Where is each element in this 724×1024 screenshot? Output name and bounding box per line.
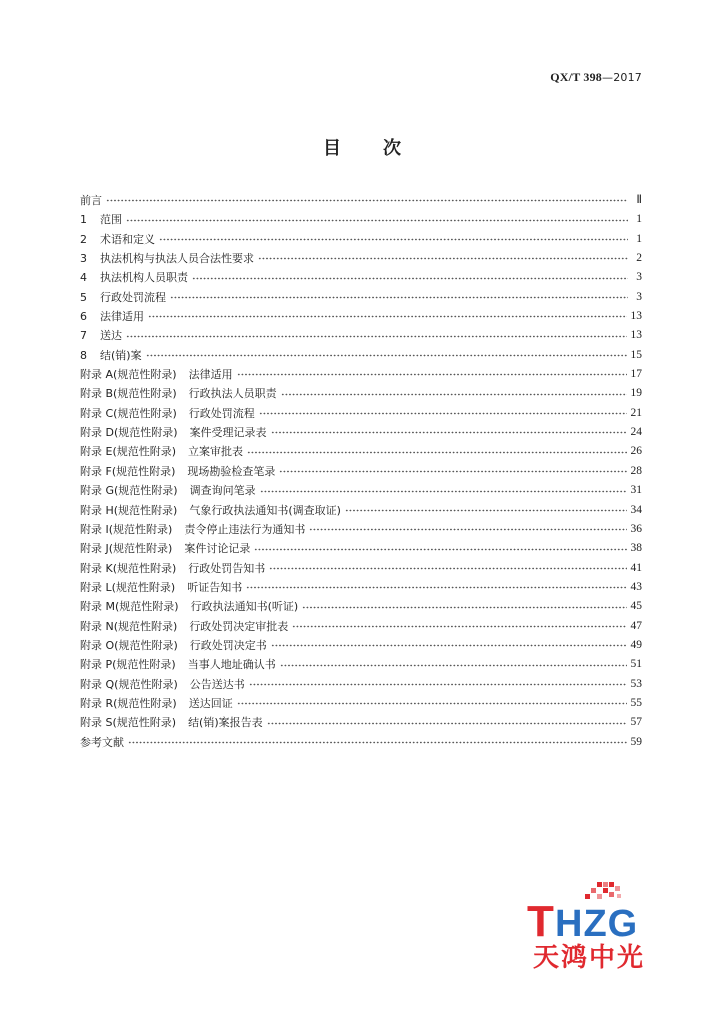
toc-entry-title: 法律适用 xyxy=(188,368,233,382)
toc-dot-leader xyxy=(309,526,626,533)
toc-row xyxy=(80,423,642,442)
toc-entry-title: 范围 xyxy=(100,213,122,227)
toc-appendix-designation: 附录 M(规范性附录) xyxy=(80,600,179,614)
toc-appendix-designation: 附录 N(规范性附录) xyxy=(80,619,178,633)
toc-row xyxy=(80,694,642,713)
toc-dot-leader xyxy=(279,468,626,475)
toc-row xyxy=(80,442,642,461)
toc-entry-title: 执法机构与执法人员合法性要求 xyxy=(100,252,254,266)
toc-dot-leader xyxy=(126,333,627,340)
toc-entry-label xyxy=(80,481,256,500)
toc-entry-title: 法律适用 xyxy=(100,310,144,324)
toc-dot-leader xyxy=(146,352,627,359)
toc-page-number: 47 xyxy=(630,619,642,632)
toc-page-number: 51 xyxy=(630,658,642,671)
toc-dot-leader xyxy=(302,604,626,611)
toc-entry-label xyxy=(80,597,298,616)
toc-dot-leader xyxy=(271,642,627,649)
toc-entry-label xyxy=(80,636,267,655)
toc-row xyxy=(80,268,642,287)
toc-page-number: 1 xyxy=(636,232,642,245)
toc-entry-title: 结(销)案 xyxy=(100,348,142,362)
toc-dot-leader xyxy=(247,449,626,456)
toc-section-number: 4 xyxy=(80,271,87,285)
toc-row xyxy=(80,617,642,636)
toc-entry-label xyxy=(80,559,265,578)
toc-page-number: 24 xyxy=(630,426,642,439)
toc-entry-title: 行政处罚决定审批表 xyxy=(189,619,289,633)
toc-entry-title: 现场勘验检查笔录 xyxy=(187,464,276,478)
toc-row xyxy=(80,191,642,210)
toc-appendix-designation: 附录 I(规范性附录) xyxy=(80,522,173,536)
toc-dot-leader xyxy=(106,197,628,204)
toc-entry-label xyxy=(80,578,242,597)
toc-row xyxy=(80,288,642,307)
toc-dot-leader xyxy=(249,681,627,688)
toc-row xyxy=(80,655,642,674)
toc-dot-leader xyxy=(237,371,627,378)
toc-entry-title: 执法机构人员职责 xyxy=(100,271,188,285)
toc-page-number: 41 xyxy=(630,561,642,574)
toc-appendix-designation: 附录 A(规范性附录) xyxy=(80,368,177,382)
toc-entry-label xyxy=(80,423,267,442)
toc-page-number: 34 xyxy=(630,503,642,516)
toc-dot-leader xyxy=(128,739,627,746)
toc-page-number: 55 xyxy=(630,696,642,709)
toc-entry-title: 术语和定义 xyxy=(100,232,155,246)
toc-row xyxy=(80,501,642,520)
toc-entry-label xyxy=(80,346,142,365)
toc-entry-label xyxy=(80,365,233,384)
toc-appendix-designation: 附录 Q(规范性附录) xyxy=(80,677,178,691)
table-of-contents xyxy=(80,191,642,752)
page-title xyxy=(0,134,724,160)
toc-row xyxy=(80,578,642,597)
toc-appendix-designation: 附录 F(规范性附录) xyxy=(80,464,176,478)
toc-page-number: 13 xyxy=(630,310,642,323)
toc-entry-label xyxy=(80,462,275,481)
toc-entry-label xyxy=(80,288,166,307)
logo-hzg: HZG xyxy=(555,903,639,945)
toc-entry-label xyxy=(80,307,144,326)
toc-entry-title: 结(销)案报告表 xyxy=(188,716,263,730)
toc-entry-title: 当事人地址确认书 xyxy=(187,658,276,672)
toc-page-number: 15 xyxy=(630,348,642,361)
toc-page-number: 3 xyxy=(636,290,642,303)
toc-row xyxy=(80,597,642,616)
toc-entry-label xyxy=(80,230,155,249)
toc-appendix-designation: 附录 G(规范性附录) xyxy=(80,484,178,498)
toc-entry-title: 立案审批表 xyxy=(188,445,244,459)
toc-row xyxy=(80,636,642,655)
toc-entry-title: 公告送达书 xyxy=(189,677,245,691)
toc-entry-title: 行政执法人员职责 xyxy=(188,387,277,401)
toc-appendix-designation: 附录 H(规范性附录) xyxy=(80,503,178,517)
thzg-watermark-logo xyxy=(527,880,672,970)
toc-page-number: 57 xyxy=(630,716,642,729)
toc-section-number: 8 xyxy=(80,348,87,362)
toc-row xyxy=(80,539,642,558)
toc-page-number: 17 xyxy=(630,368,642,381)
toc-entry-title: 行政处罚决定书 xyxy=(189,638,267,652)
toc-row xyxy=(80,713,642,732)
toc-section-number: 7 xyxy=(80,329,87,343)
toc-entry-label xyxy=(80,384,277,403)
standard-year: —2017 xyxy=(602,71,642,84)
toc-page-number: 49 xyxy=(630,638,642,651)
toc-row xyxy=(80,520,642,539)
toc-appendix-designation: 附录 L(规范性附录) xyxy=(80,580,176,594)
toc-appendix-designation: 附录 S(规范性附录) xyxy=(80,716,177,730)
title-char-1: 目 xyxy=(323,138,341,159)
toc-section-number: 5 xyxy=(80,290,87,304)
toc-entry-label xyxy=(80,442,243,461)
toc-dot-leader xyxy=(260,488,627,495)
toc-page-number: 43 xyxy=(630,580,642,593)
toc-row xyxy=(80,559,642,578)
toc-entry-title: 听证告知书 xyxy=(187,580,243,594)
toc-page-number: 28 xyxy=(630,464,642,477)
toc-appendix-designation: 附录 D(规范性附录) xyxy=(80,426,178,440)
toc-section-number: 6 xyxy=(80,310,87,324)
toc-page-number: 2 xyxy=(636,252,642,265)
title-char-2: 次 xyxy=(383,138,401,159)
toc-dot-leader xyxy=(237,700,627,707)
toc-appendix-designation: 附录 J(规范性附录) xyxy=(80,542,173,556)
toc-dot-leader xyxy=(170,294,628,301)
toc-entry-label xyxy=(80,326,122,345)
toc-entry-title: 行政处罚流程 xyxy=(100,290,166,304)
toc-entry-title: 行政执法通知书(听证) xyxy=(190,600,299,614)
toc-dot-leader xyxy=(258,255,628,262)
standard-number: QX/T 398 xyxy=(550,70,602,84)
toc-dot-leader xyxy=(148,313,627,320)
toc-page-number: 26 xyxy=(630,445,642,458)
toc-entry-label xyxy=(80,539,250,558)
toc-entry-label xyxy=(80,675,245,694)
toc-dot-leader xyxy=(280,662,627,669)
toc-page-number: 1 xyxy=(636,213,642,226)
toc-entry-label xyxy=(80,191,102,210)
toc-entry-title: 送达 xyxy=(100,329,122,343)
toc-entry-label xyxy=(80,501,341,520)
toc-page-number: 38 xyxy=(630,542,642,555)
toc-dot-leader xyxy=(267,720,627,727)
toc-row xyxy=(80,481,642,500)
toc-entry-title: 参考文献 xyxy=(80,735,124,749)
toc-entry-title: 气象行政执法通知书(调查取证) xyxy=(189,503,341,517)
toc-dot-leader xyxy=(281,391,627,398)
toc-row xyxy=(80,365,642,384)
toc-entry-title: 行政处罚告知书 xyxy=(188,561,266,575)
toc-entry-label xyxy=(80,617,288,636)
toc-row xyxy=(80,249,642,268)
toc-page-number: 19 xyxy=(630,387,642,400)
toc-entry-title: 行政处罚流程 xyxy=(188,406,255,420)
toc-dot-leader xyxy=(246,584,626,591)
toc-row xyxy=(80,462,642,481)
toc-dot-leader xyxy=(259,410,627,417)
toc-page-number: Ⅱ xyxy=(636,194,642,206)
toc-dot-leader xyxy=(254,546,626,553)
toc-entry-label xyxy=(80,404,255,423)
toc-entry-label xyxy=(80,520,305,539)
toc-page-number: 13 xyxy=(630,329,642,342)
toc-row xyxy=(80,404,642,423)
toc-dot-leader xyxy=(269,565,626,572)
toc-page-number: 53 xyxy=(630,677,642,690)
toc-entry-label xyxy=(80,268,188,287)
toc-entry-title: 案件讨论记录 xyxy=(184,542,251,556)
toc-section-number: 2 xyxy=(80,232,87,246)
toc-appendix-designation: 附录 C(规范性附录) xyxy=(80,406,177,420)
toc-row xyxy=(80,733,642,752)
toc-entry-title: 送达回证 xyxy=(188,696,233,710)
toc-dot-leader xyxy=(271,429,627,436)
toc-row xyxy=(80,210,642,229)
toc-dot-leader xyxy=(192,275,628,282)
toc-row xyxy=(80,384,642,403)
toc-row xyxy=(80,307,642,326)
toc-entry-label xyxy=(80,210,122,229)
toc-page-number: 45 xyxy=(630,600,642,613)
toc-entry-title: 责令停止违法行为通知书 xyxy=(184,522,306,536)
toc-entry-title: 前言 xyxy=(80,194,102,207)
toc-entry-label xyxy=(80,249,254,268)
toc-dot-leader xyxy=(292,623,626,630)
toc-row xyxy=(80,326,642,345)
toc-appendix-designation: 附录 K(规范性附录) xyxy=(80,561,177,575)
toc-dot-leader xyxy=(345,507,627,514)
toc-section-number: 3 xyxy=(80,252,87,266)
toc-dot-leader xyxy=(159,236,628,243)
toc-entry-label xyxy=(80,655,276,674)
toc-page-number: 3 xyxy=(636,271,642,284)
logo-brand: 天鸿中光 xyxy=(533,943,646,970)
toc-dot-leader xyxy=(126,217,628,224)
toc-entry-label xyxy=(80,713,263,732)
toc-appendix-designation: 附录 E(规范性附录) xyxy=(80,445,177,459)
pixel-squares-icon xyxy=(585,882,621,899)
toc-appendix-designation: 附录 B(规范性附录) xyxy=(80,387,177,401)
toc-page-number: 36 xyxy=(630,522,642,535)
toc-appendix-designation: 附录 R(规范性附录) xyxy=(80,696,177,710)
toc-entry-title: 案件受理记录表 xyxy=(189,426,267,440)
toc-row xyxy=(80,675,642,694)
toc-appendix-designation: 附录 P(规范性附录) xyxy=(80,658,176,672)
standard-code xyxy=(550,70,642,85)
toc-entry-label xyxy=(80,694,233,713)
toc-section-number: 1 xyxy=(80,213,87,227)
logo-t: T xyxy=(527,897,554,946)
toc-page-number: 21 xyxy=(630,406,642,419)
toc-appendix-designation: 附录 O(规范性附录) xyxy=(80,638,178,652)
toc-row xyxy=(80,346,642,365)
toc-entry-title: 调查询问笔录 xyxy=(189,484,256,498)
toc-page-number: 59 xyxy=(630,735,642,748)
toc-page-number: 31 xyxy=(630,484,642,497)
toc-entry-label xyxy=(80,733,124,752)
toc-row xyxy=(80,230,642,249)
